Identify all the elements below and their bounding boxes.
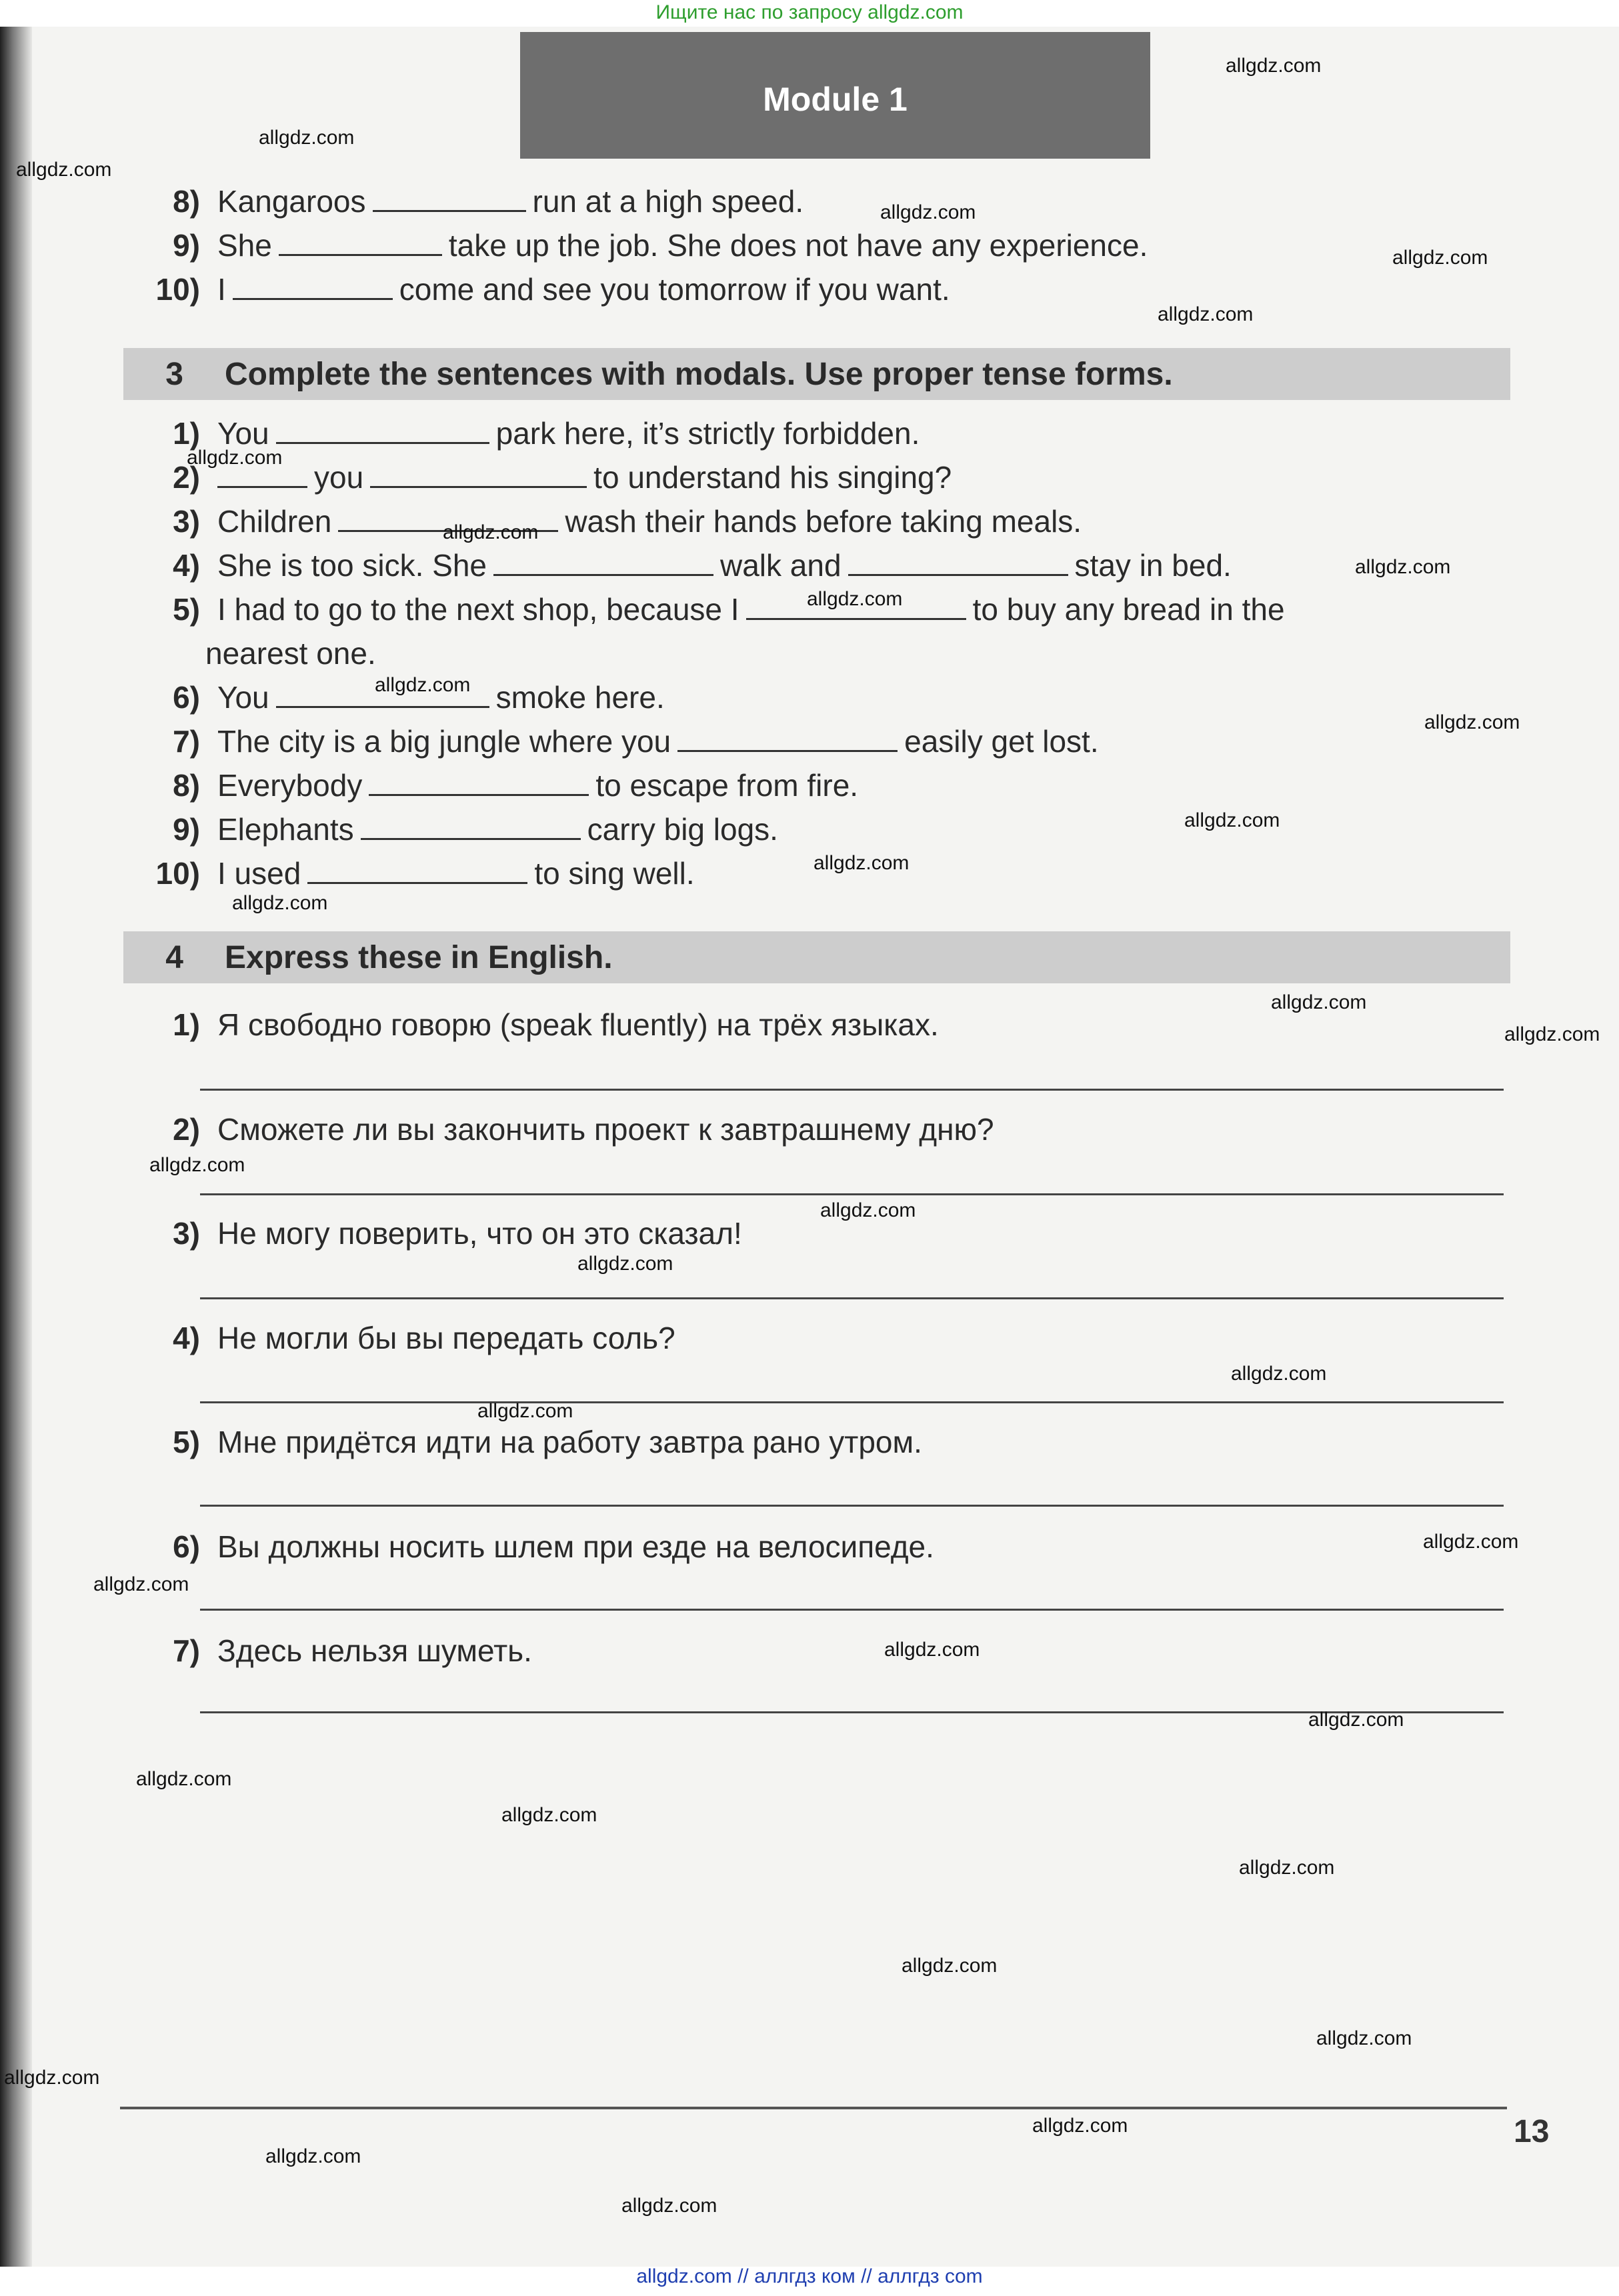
module-header	[520, 32, 1150, 159]
item-number: 5)	[173, 1425, 200, 1459]
item-text: come and see you tomorrow if you want.	[399, 272, 950, 307]
watermark: allgdz.com	[259, 127, 355, 149]
item-number: 3)	[173, 504, 200, 539]
ex3-item-5-continuation: nearest one.	[205, 636, 376, 671]
answer-line[interactable]	[200, 1401, 1504, 1403]
watermark: allgdz.com	[443, 521, 539, 543]
ex3-item-4	[128, 545, 1232, 585]
watermark: allgdz.com	[93, 1573, 189, 1595]
ex3-item-8	[128, 765, 858, 805]
watermark: allgdz.com	[1504, 1023, 1600, 1045]
fill-blank[interactable]	[493, 547, 713, 576]
item-number: 8)	[173, 768, 200, 803]
item-text: Вы должны носить шлем при езде на велосипеде.	[217, 1529, 934, 1564]
watermark: allgdz.com	[187, 447, 283, 469]
watermark: allgdz.com	[1239, 1857, 1335, 1879]
watermark: allgdz.com	[4, 2067, 100, 2089]
answer-line[interactable]	[200, 1505, 1504, 1507]
item-text: Не могу поверить, что он это сказал!	[217, 1216, 742, 1251]
item-number: 9)	[173, 812, 200, 847]
fill-blank[interactable]	[848, 547, 1068, 576]
footer-links[interactable]: allgdz.com // аллгдз ком // аллгдз com	[636, 2265, 983, 2287]
item-number: 6)	[173, 680, 200, 715]
answer-line[interactable]	[200, 1609, 1504, 1611]
ex2-item-10	[128, 269, 950, 309]
item-text: to understand his singing?	[593, 460, 952, 495]
fill-blank[interactable]	[307, 855, 527, 884]
item-number: 6)	[173, 1529, 200, 1564]
ex3-item-3	[128, 501, 1082, 541]
ex4-item-6	[128, 1527, 934, 1567]
item-text: She	[217, 228, 272, 263]
watermark: allgdz.com	[884, 1639, 980, 1661]
watermark: allgdz.com	[232, 892, 328, 914]
item-text: I	[217, 272, 226, 307]
answer-line[interactable]	[200, 1297, 1504, 1299]
item-text: smoke here.	[495, 680, 665, 715]
item-text: you	[314, 460, 364, 495]
watermark: allgdz.com	[1158, 303, 1254, 325]
item-text: She is too sick. She	[217, 548, 487, 583]
fill-blank[interactable]	[361, 811, 581, 840]
fill-blank[interactable]	[370, 459, 587, 488]
watermark: allgdz.com	[1226, 55, 1322, 77]
watermark: allgdz.com	[577, 1253, 673, 1275]
answer-line[interactable]	[200, 1089, 1504, 1091]
watermark: allgdz.com	[1355, 556, 1451, 578]
site-banner-link[interactable]: Ищите нас по запросу allgdz.com	[655, 1, 964, 23]
module-label: Module 1	[763, 81, 908, 118]
item-text: You	[217, 680, 269, 715]
watermark: allgdz.com	[16, 159, 112, 181]
exercise-title: Express these in English.	[225, 939, 613, 975]
ex2-item-9	[128, 225, 1148, 265]
watermark: allgdz.com	[375, 674, 471, 696]
watermark: allgdz.com	[1316, 2027, 1412, 2049]
item-text: Everybody	[217, 768, 363, 803]
item-number: 3)	[173, 1216, 200, 1251]
item-number: 1)	[173, 416, 200, 451]
fill-blank[interactable]	[677, 723, 898, 752]
ex4-item-7	[128, 1631, 532, 1671]
item-number: 4)	[173, 1321, 200, 1355]
ex3-item-10	[128, 853, 695, 893]
item-text: to sing well.	[534, 856, 695, 891]
watermark: allgdz.com	[1184, 809, 1280, 831]
footer-rule	[120, 2107, 1507, 2109]
item-text: to escape from fire.	[595, 768, 859, 803]
watermark: allgdz.com	[807, 588, 903, 610]
item-text: run at a high speed.	[532, 184, 804, 219]
exercise-3-header	[123, 348, 1510, 400]
exercise-number: 4	[165, 939, 183, 975]
exercise-title: Complete the sentences with modals. Use proper tense forms.	[225, 356, 1173, 392]
watermark: allgdz.com	[1308, 1709, 1404, 1731]
item-number: 7)	[173, 724, 200, 759]
item-text: Kangaroos	[217, 184, 366, 219]
ex3-item-5	[128, 589, 1285, 629]
watermark: allgdz.com	[621, 2195, 717, 2217]
item-text: park here, it’s strictly forbidden.	[495, 416, 920, 451]
watermark: allgdz.com	[477, 1400, 573, 1422]
item-number: 4)	[173, 548, 200, 583]
fill-blank[interactable]	[279, 227, 442, 256]
fill-blank[interactable]	[276, 415, 489, 444]
watermark: allgdz.com	[820, 1199, 916, 1221]
watermark: allgdz.com	[149, 1154, 245, 1176]
item-text: Сможете ли вы закончить проект к завтрашнему дню?	[217, 1112, 994, 1147]
item-text: easily get lost.	[904, 724, 1099, 759]
exercise-number: 3	[165, 356, 183, 392]
ex3-item-9	[128, 809, 778, 849]
item-text: stay in bed.	[1074, 548, 1232, 583]
item-text: Мне придётся идти на работу завтра рано утром.	[217, 1425, 922, 1459]
item-text: walk and	[719, 548, 842, 583]
item-text: You	[217, 416, 269, 451]
item-text: Я свободно говорю (speak fluently) на трёх языках.	[217, 1007, 939, 1042]
binding-shadow	[0, 27, 32, 2267]
item-number: 2)	[173, 460, 200, 495]
watermark: allgdz.com	[1231, 1363, 1327, 1385]
item-number: 10)	[155, 856, 200, 891]
ex4-item-1	[128, 1005, 939, 1045]
item-text: take up the job. She does not have any experience.	[448, 228, 1148, 263]
watermark: allgdz.com	[501, 1804, 597, 1826]
watermark: allgdz.com	[1424, 711, 1520, 733]
item-number: 7)	[173, 1633, 200, 1668]
item-text: Elephants	[217, 812, 354, 847]
fill-blank[interactable]	[373, 183, 526, 212]
page-number: 13	[1514, 2114, 1550, 2149]
item-text: to buy any bread in the	[972, 592, 1285, 627]
item-text: Не могли бы вы передать соль?	[217, 1321, 675, 1355]
item-number: 9)	[173, 228, 200, 263]
watermark: allgdz.com	[1392, 247, 1488, 269]
item-text: I had to go to the next shop, because I	[217, 592, 739, 627]
item-text: Children	[217, 504, 332, 539]
exercise-4-header	[123, 931, 1510, 983]
item-number: 10)	[155, 272, 200, 307]
item-text: wash their hands before taking meals.	[565, 504, 1082, 539]
item-number: 2)	[173, 1112, 200, 1147]
watermark: allgdz.com	[880, 201, 976, 223]
ex4-item-4	[128, 1318, 675, 1358]
item-text: I used	[217, 856, 301, 891]
answer-line[interactable]	[200, 1193, 1504, 1195]
watermark: allgdz.com	[1271, 991, 1367, 1013]
watermark: allgdz.com	[814, 852, 910, 874]
item-text: carry big logs.	[587, 812, 778, 847]
ex4-item-2	[128, 1109, 994, 1149]
watermark: allgdz.com	[1032, 2115, 1128, 2137]
ex3-item-7	[128, 721, 1099, 761]
watermark: allgdz.com	[1423, 1531, 1519, 1553]
item-number: 1)	[173, 1007, 200, 1042]
item-number: 5)	[173, 592, 200, 627]
item-text: Здесь нельзя шуметь.	[217, 1633, 532, 1668]
ex2-item-8	[128, 181, 803, 221]
item-text: The city is a big jungle where you	[217, 724, 671, 759]
watermark: allgdz.com	[136, 1768, 232, 1790]
watermark: allgdz.com	[265, 2145, 361, 2167]
ex4-item-5	[128, 1422, 922, 1462]
watermark: allgdz.com	[902, 1955, 998, 1977]
ex4-item-3	[128, 1213, 742, 1253]
fill-blank[interactable]	[233, 271, 393, 300]
item-number: 8)	[173, 184, 200, 219]
fill-blank[interactable]	[369, 767, 589, 796]
